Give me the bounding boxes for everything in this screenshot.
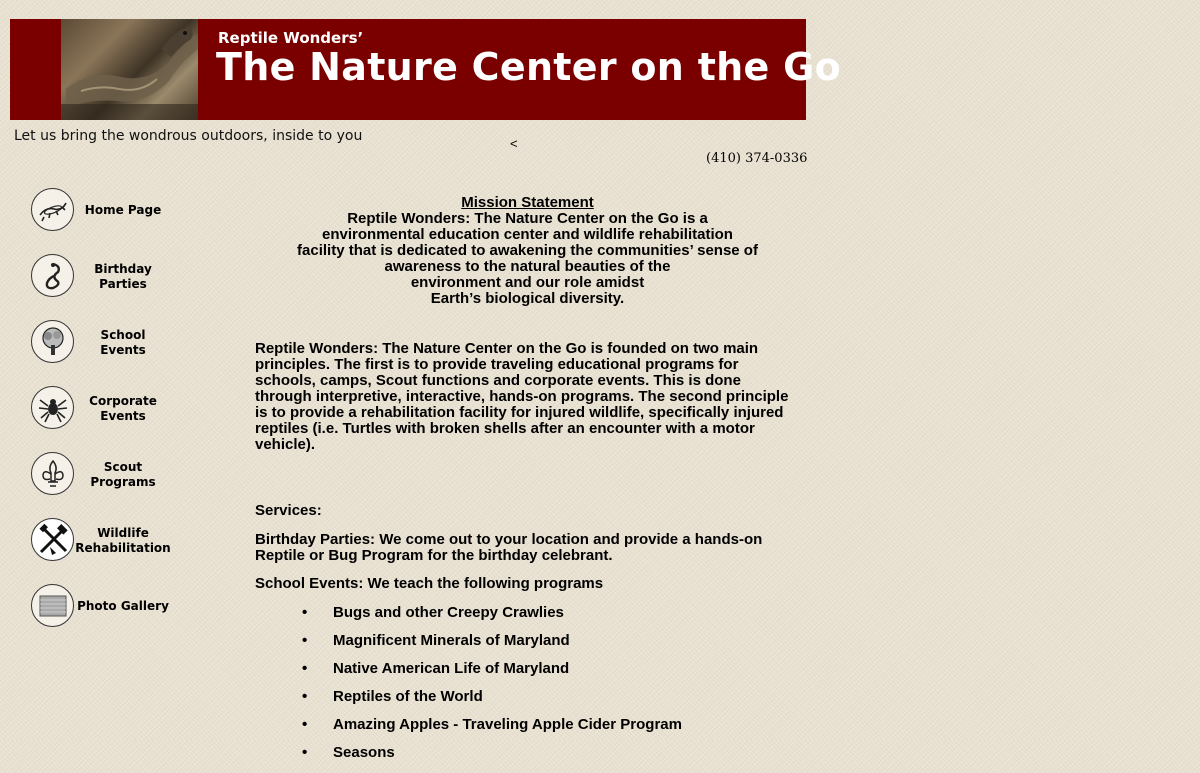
services-label: Services: <box>255 502 322 519</box>
fleur-de-lis-icon <box>31 452 74 495</box>
banner-subtitle: Reptile Wonders’ <box>218 29 364 47</box>
mission-heading: Mission Statement <box>461 194 594 211</box>
tools-icon <box>31 518 74 561</box>
mission-line: environmental education center and wildlife rehabilitation <box>322 226 733 243</box>
stray-character: < <box>510 136 518 151</box>
nav-home-page[interactable] <box>31 188 181 233</box>
site-title: The Nature Center on the Go <box>216 45 842 89</box>
header-banner <box>10 19 842 120</box>
tree-icon <box>31 320 74 363</box>
phone-number: (410) 374-0336 <box>706 151 808 166</box>
mission-line: Earth’s biological diversity. <box>430 290 625 307</box>
nav-label: Home Page <box>84 203 162 217</box>
mission-line: facility that is dedicated to awakening the communities’ sense of <box>297 242 758 259</box>
mission-line: environment and our role amidst <box>410 274 645 291</box>
program-list <box>255 605 800 773</box>
nav-label: Scout Programs <box>90 459 156 489</box>
list-item: • Reptiles of the World <box>255 689 800 717</box>
nav-photo-gallery[interactable] <box>31 584 181 629</box>
spider-icon <box>31 386 74 429</box>
mission-line: awareness to the natural beauties of the <box>384 258 671 275</box>
lizard-photo <box>61 19 198 120</box>
nav-label: Photo Gallery <box>77 599 169 613</box>
main-content <box>255 195 800 773</box>
photo-icon <box>31 584 74 627</box>
principles-paragraph: Reptile Wonders: The Nature Center on the Go is founded on two main principles. The first is to provide traveling educational programs for schools, camps, Scout functions and corporate events. This is done through interpretive, interactive, hands-on programs. The second principle is to provide a rehabilitation facility for injured wildlife, specifically injured reptiles (i.e. Turtles with broken shells after an encounter with a motor vehicle). <box>255 340 789 453</box>
birthday-paragraph: Birthday Parties: We come out to your location and provide a hands-on Reptile or Bug Program for the birthday celebrant. <box>255 531 763 564</box>
list-item: • Magnificent Minerals of Maryland <box>255 633 800 661</box>
school-paragraph: School Events: We teach the following programs <box>255 575 604 592</box>
nav-wildlife-rehabilitation[interactable] <box>31 518 181 563</box>
nav-label: Wildlife Rehabilitation <box>75 525 171 555</box>
nav-corporate-events[interactable] <box>31 386 181 431</box>
list-item: • Bugs and other Creepy Crawlies <box>255 605 800 633</box>
nav-birthday-parties[interactable] <box>31 254 181 299</box>
nav-label: School Events <box>100 327 146 357</box>
list-item: • Seasons <box>255 745 800 773</box>
list-item: • Native American Life of Maryland <box>255 661 800 689</box>
mission-statement <box>255 211 800 307</box>
mission-line: Reptile Wonders: The Nature Center on the Go is a <box>347 210 708 227</box>
tagline: Let us bring the wondrous outdoors, inside to you <box>14 128 363 144</box>
nav-scout-programs[interactable] <box>31 452 181 497</box>
nav-school-events[interactable] <box>31 320 181 365</box>
list-item: • Amazing Apples - Traveling Apple Cider Program <box>255 717 800 745</box>
sidebar-nav <box>31 188 181 650</box>
nav-label: Corporate Events <box>89 393 157 423</box>
nav-label: Birthday Parties <box>94 261 152 291</box>
snake-icon <box>31 254 74 297</box>
lizard-icon <box>31 188 74 231</box>
